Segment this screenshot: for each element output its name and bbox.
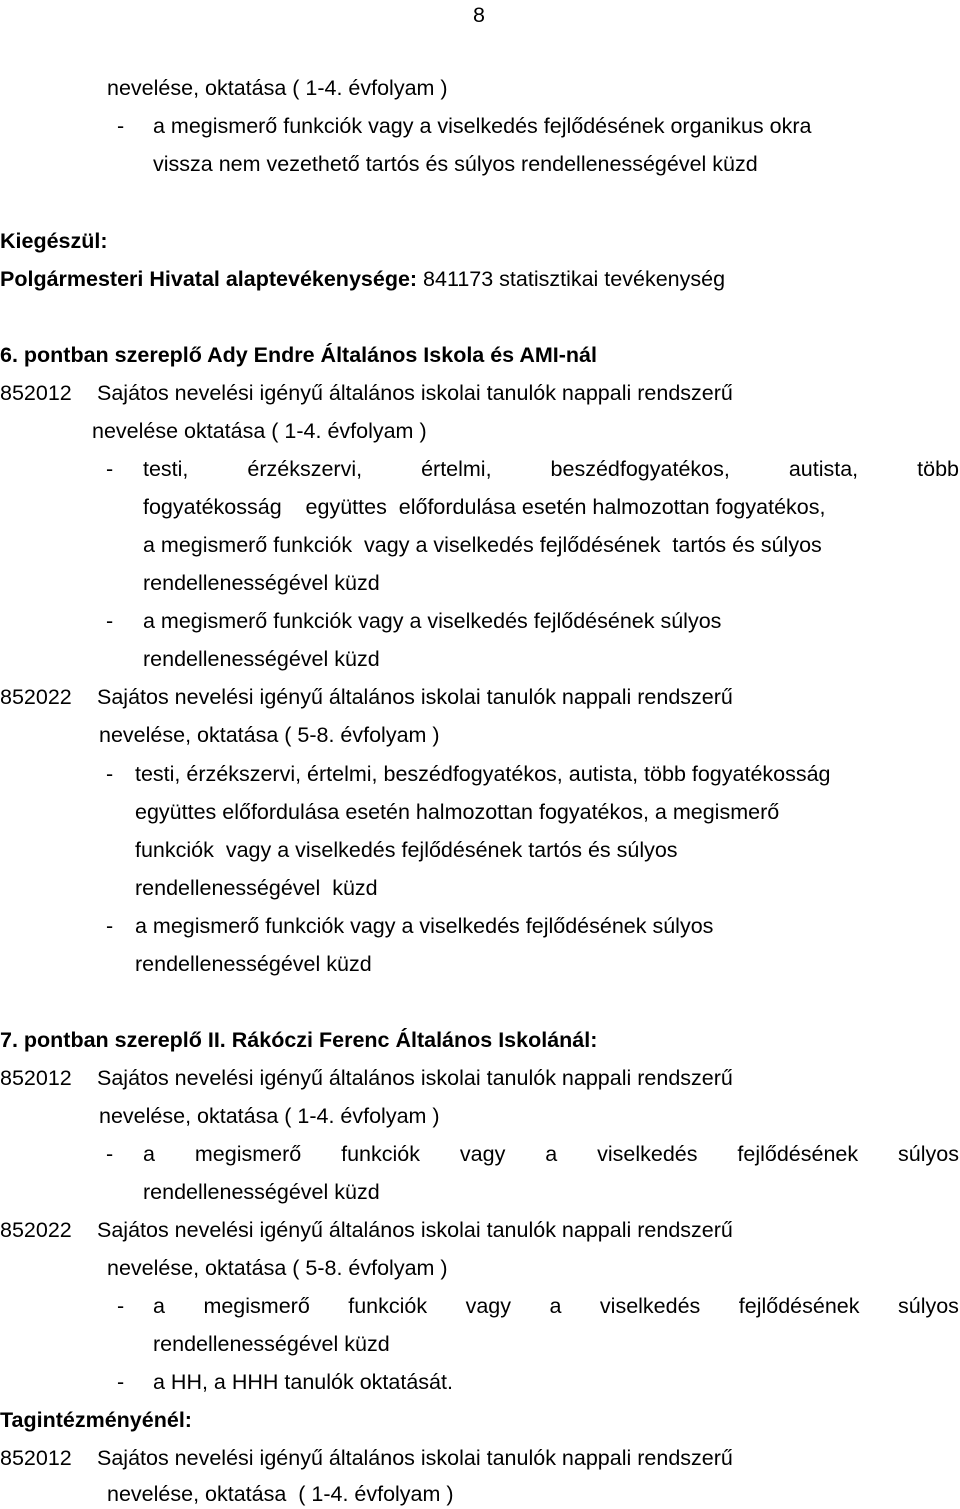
rakoczi-heading: 7. pontban szereplő II. Rákóczi Ferenc Általános Iskolánál: <box>0 1028 598 1052</box>
word: viselkedés <box>597 1142 698 1166</box>
rakoczi-code-1-cont: nevelése, oktatása ( 1-4. évfolyam ) <box>99 1104 440 1128</box>
ady-c1-dash: - <box>106 762 114 786</box>
ady-c1-line-3: funkciók vagy a viselkedés fejlődésének tartós és súlyos <box>135 838 678 862</box>
rakoczi-e2-dash: - <box>117 1370 125 1394</box>
word: a <box>153 1294 165 1318</box>
page-number: 8 <box>473 3 485 27</box>
ady-b2-line-1: a megismerő funkciók vagy a viselkedés fejlődésének súlyos <box>143 609 722 633</box>
ady-c2-line-1: a megismerő funkciók vagy a viselkedés fejlődésének súlyos <box>135 914 714 938</box>
kiegeszul-value: 841173 statisztikai tevékenység <box>417 267 726 291</box>
rakoczi-d1-dash: - <box>106 1142 114 1166</box>
ady-c2-dash: - <box>106 914 114 938</box>
tagintezmeny-heading: Tagintézményénél: <box>0 1408 192 1432</box>
word: testi, <box>143 457 189 481</box>
rakoczi-e1-line-1 <box>153 1293 959 1319</box>
word: a <box>143 1142 155 1166</box>
word: viselkedés <box>599 1294 701 1318</box>
ady-c1-line-2: együttes előfordulása esetén halmozottan fogyatékos, a megismerő <box>135 800 780 824</box>
rakoczi-e1-line-2: rendellenességével küzd <box>153 1332 390 1356</box>
top-line-2: a megismerő funkciók vagy a viselkedés fejlődésének organikus okra <box>153 114 812 138</box>
ady-b1-line-1 <box>143 456 959 482</box>
rakoczi-d1-line-2: rendellenességével küzd <box>143 1180 380 1204</box>
word: érzékszervi, <box>247 457 363 481</box>
word: autista, <box>788 457 859 481</box>
rakoczi-code-2-cont: nevelése, oktatása ( 5-8. évfolyam ) <box>107 1256 448 1280</box>
kiegeszul-label: Polgármesteri Hivatal alaptevékenysége: <box>0 267 418 291</box>
word: fejlődésének <box>737 1142 859 1166</box>
word: vagy <box>465 1294 512 1318</box>
kiegeszul-line <box>0 266 725 292</box>
ady-c2-line-2: rendellenességével küzd <box>135 952 372 976</box>
ady-b1-dash: - <box>106 457 114 481</box>
ady-b2-line-2: rendellenességével küzd <box>143 647 380 671</box>
word: súlyos <box>898 1142 959 1166</box>
word: vagy <box>459 1142 506 1166</box>
word: fejlődésének <box>738 1294 860 1318</box>
ady-b1-line-2: fogyatékosság együttes előfordulása esetén halmozottan fogyatékos, <box>143 495 826 519</box>
word: több <box>917 457 959 481</box>
word: értelmi, <box>421 457 492 481</box>
ady-b1-line-3: a megismerő funkciók vagy a viselkedés fejlődésének tartós és súlyos <box>143 533 822 557</box>
ady-code-1: 852012 <box>0 381 72 405</box>
word: beszédfogyatékos, <box>550 457 730 481</box>
rakoczi-e1-dash: - <box>117 1294 125 1318</box>
tagintezmeny-code-1: 852012 <box>0 1446 72 1470</box>
ady-code-2-text: Sajátos nevelési igényű általános iskolai tanulók nappali rendszerű <box>97 685 733 709</box>
ady-code-1-cont: nevelése oktatása ( 1-4. évfolyam ) <box>92 419 427 443</box>
rakoczi-code-2-text: Sajátos nevelési igényű általános iskolai tanulók nappali rendszerű <box>97 1218 733 1242</box>
ady-c1-line-1: testi, érzékszervi, értelmi, beszédfogyatékos, autista, több fogyatékosság <box>135 762 831 786</box>
tagintezmeny-code-1-cont: nevelése, oktatása ( 1-4. évfolyam ) <box>107 1482 454 1506</box>
ady-code-2: 852022 <box>0 685 72 709</box>
top-line-3: vissza nem vezethető tartós és súlyos rendellenességével küzd <box>153 152 758 176</box>
ady-heading: 6. pontban szereplő Ady Endre Általános Iskola és AMI-nál <box>0 343 597 367</box>
kiegeszul-heading: Kiegészül: <box>0 229 108 253</box>
tagintezmeny-code-1-text: Sajátos nevelési igényű általános iskolai tanulók nappali rendszerű <box>97 1446 733 1470</box>
word: a <box>545 1142 558 1166</box>
top-line-1: nevelése, oktatása ( 1-4. évfolyam ) <box>107 76 448 100</box>
top-dash: - <box>117 114 125 138</box>
word: funkciók <box>348 1294 428 1318</box>
word: súlyos <box>897 1294 959 1318</box>
word: megismerő <box>194 1142 302 1166</box>
rakoczi-d1-line-1 <box>143 1141 959 1167</box>
rakoczi-code-1-text: Sajátos nevelési igényű általános iskolai tanulók nappali rendszerű <box>97 1066 733 1090</box>
rakoczi-e2-line-1: a HH, a HHH tanulók oktatását. <box>153 1370 453 1394</box>
word: funkciók <box>341 1142 420 1166</box>
rakoczi-code-1: 852012 <box>0 1066 72 1090</box>
word: a <box>549 1294 562 1318</box>
rakoczi-code-2: 852022 <box>0 1218 72 1242</box>
ady-code-1-text: Sajátos nevelési igényű általános iskolai tanulók nappali rendszerű <box>97 381 733 405</box>
ady-c1-line-4: rendellenességével küzd <box>135 876 378 900</box>
ady-code-2-cont: nevelése, oktatása ( 5-8. évfolyam ) <box>99 723 440 747</box>
ady-b2-dash: - <box>106 609 114 633</box>
word: megismerő <box>203 1294 310 1318</box>
ady-b1-line-4: rendellenességével küzd <box>143 571 380 595</box>
